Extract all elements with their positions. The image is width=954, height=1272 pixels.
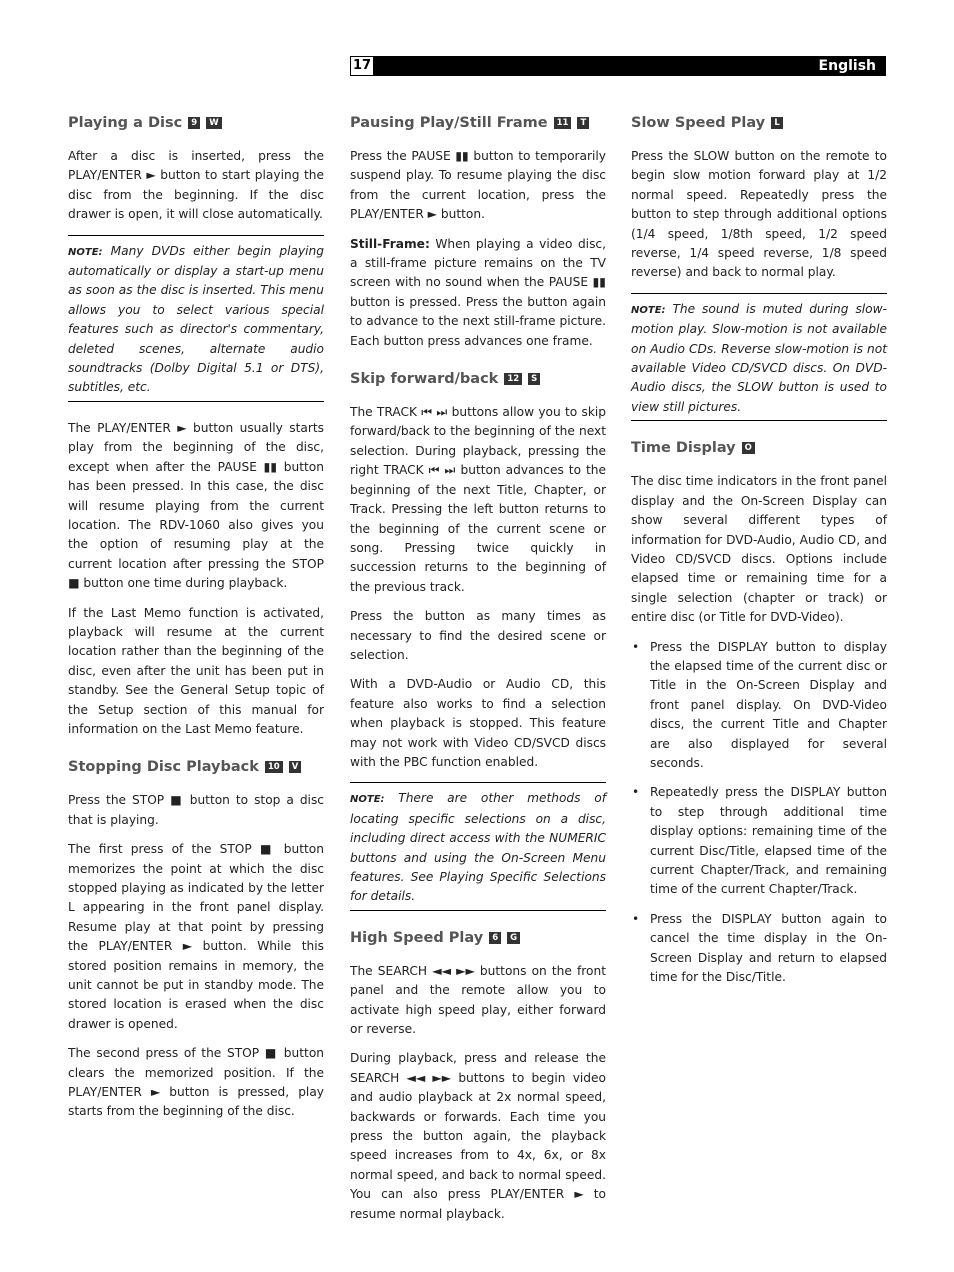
- note-box: [68, 235, 324, 402]
- section-heading-playing: [68, 113, 324, 133]
- key-badge: L: [771, 117, 783, 129]
- key-badge: 12: [504, 373, 522, 385]
- heading-text: Playing a Disc: [68, 115, 183, 131]
- paragraph: With a DVD-Audio or Audio CD, this feature also works to find a selection when playback is stopped. This feature may not work with Video CD/SVCD discs with the PBC function enabled.: [350, 677, 606, 769]
- key-badge: 11: [554, 117, 572, 129]
- heading-text: High Speed Play: [350, 929, 484, 946]
- column-right: [631, 113, 887, 997]
- list-item: • Press the DISPLAY button to display the elapsed time of the current disc or Title in the On-Screen Display and front panel display. On DVD-Video discs, the current Title and Chapter are also displayed for several seconds.: [650, 638, 887, 774]
- section-heading-skip: [350, 369, 606, 389]
- note-text: There are other methods of locating specific selections on a disc, including direct access with the NUMERIC buttons and using the On-Screen Menu features. See Playing Specific Selections for details.: [350, 791, 606, 904]
- key-badge: W: [206, 117, 221, 129]
- paragraph: After a disc is inserted, press the PLAY/ENTER ► button to start playing the disc from the beginning. If the disc drawer is open, it will close automatically.: [68, 149, 324, 222]
- paragraph: Press the PAUSE ▮▮ button to temporarily suspend play. To resume playing the disc from the current location, press the PLAY/ENTER ► button.: [350, 149, 606, 222]
- section-heading-stopping: [68, 757, 324, 777]
- paragraph-text: When playing a video disc, a still-frame picture remains on the TV screen with no sound when the PAUSE ▮▮ button is pressed. Press the button again to advance to the next still-frame picture. Each button press advances one frame.: [350, 236, 606, 348]
- note-box: [350, 782, 606, 910]
- paragraph: The PLAY/ENTER ► button usually starts play from the beginning of the disc, except when after the PAUSE ▮▮ button has been pressed. In this case, the disc will resume playing from the current location. The RDV-1060 also gives you the option of resuming play at the current location after pressing the STOP ■ button one time during playback.: [68, 420, 324, 591]
- heading-text: Pausing Play/Still Frame: [350, 115, 548, 131]
- note-text: Many DVDs either begin playing automatically or display a start-up menu as soon as the disc is inserted. This menu allows you to select various special features such as director's commentary, deleted scenes, alternate audio soundtracks (Dolby Digital 5.1 or DTS), subtitles, etc.: [68, 243, 324, 395]
- heading-text: Stopping Disc Playback: [68, 759, 259, 776]
- heading-text: Skip forward/back: [350, 371, 499, 388]
- key-badge: G: [507, 932, 520, 944]
- lead-text: Still-Frame:: [350, 236, 430, 251]
- paragraph: The SEARCH ◄◄ ►► buttons on the front panel and the remote allow you to activate high speed play, either forward or reverse.: [350, 963, 606, 1037]
- language-label: English: [818, 58, 876, 74]
- key-badge: 9: [188, 117, 200, 129]
- column-middle: [350, 113, 606, 1234]
- note-label: NOTE:: [68, 246, 103, 258]
- heading-text: Slow Speed Play: [631, 115, 766, 131]
- paragraph: During playback, press and release the SEARCH ◄◄ ►► buttons to begin video and audio playback at 2x normal speed, backwards or forwards. Each time you press the button again, the playback speed increases from to 4x, 6x, or 8x normal speed, and back to normal speed. You can also press PLAY/ENTER ► to resume normal playback.: [350, 1051, 606, 1221]
- paragraph: Press the SLOW button on the remote to begin slow motion forward play at 1/2 normal speed. Repeatedly press the button to step through additional options (1/4 speed, 1/8th speed, 1/2 speed reverse, 1/4 speed reverse, 1/8 speed reverse) and back to normal play.: [631, 149, 887, 280]
- key-badge: 10: [265, 761, 283, 773]
- paragraph: Press the button as many times as necessary to find the desired scene or selection.: [350, 609, 606, 662]
- key-badge: S: [528, 373, 540, 385]
- key-badge: T: [577, 117, 589, 129]
- paragraph: The disc time indicators in the front panel display and the On-Screen Display can show several different types of information for DVD-Audio, Audio CD, and Video CD/SVCD discs. Options include elapsed time or remaining time for a single selection (chapter or track) or entire disc (or Title for DVD-Video).: [631, 474, 887, 625]
- paragraph: [350, 235, 606, 351]
- note-label: NOTE:: [350, 794, 385, 806]
- page-header-bar: [350, 56, 886, 76]
- paragraph: If the Last Memo function is activated, playback will resume at the current location rather than the beginning of the disc, even after the unit has been put in standby. See the General Setup topic of the Setup section of this manual for information on the Last Memo feature.: [68, 605, 324, 736]
- heading-text: Time Display: [631, 440, 736, 457]
- note-label: NOTE:: [631, 304, 666, 316]
- note-box: [631, 293, 887, 421]
- paragraph: The TRACK ⏮ ⏭ buttons allow you to skip forward/back to the beginning of the next selection. During playback, pressing the right TRACK ⏮ ⏭ button advances to the beginning of the next Title, Chapter, or Track. Pressing the left button returns to the beginning of the current scene or song. Pressing twice quickly in succession returns to the beginning of the previous track.: [350, 405, 606, 594]
- key-badge: 6: [489, 932, 501, 944]
- list-item: • Repeatedly press the DISPLAY button to step through additional time display options: remaining time of the current Disc/Title, elapsed time of the current Chapter/Track, and remaining time of the current Chapter/Track.: [650, 783, 887, 899]
- paragraph: Press the STOP ■ button to stop a disc that is playing.: [68, 793, 324, 827]
- column-left: [68, 113, 324, 1132]
- bullet-list: [631, 638, 887, 988]
- list-item: • Press the DISPLAY button again to cancel the time display in the On-Screen Display and return to elapsed time for the Disc/Title.: [650, 910, 887, 988]
- page-number: 17: [350, 56, 374, 76]
- section-heading-slow: [631, 113, 887, 133]
- section-heading-pausing: [350, 113, 606, 133]
- note-text: The sound is muted during slow-motion play. Slow-motion is not available on Audio CDs. Reverse slow-motion is not available Video CD/SVCD discs. On DVD-Audio discs, the SLOW button is used to view still pictures.: [631, 301, 887, 414]
- key-badge: V: [289, 761, 302, 773]
- section-heading-time-display: [631, 438, 887, 458]
- section-heading-high-speed: [350, 928, 606, 948]
- paragraph: The first press of the STOP ■ button memorizes the point at which the disc stopped playing as indicated by the letter L appearing in the front panel display. Resume play at that point by pressing the PLAY/ENTER ► button. While this stored position remains in memory, the unit cannot be put in standby mode. The stored location is erased when the disc drawer is opened.: [68, 842, 324, 1031]
- key-badge: O: [742, 442, 755, 454]
- paragraph: The second press of the STOP ■ button clears the memorized position. If the PLAY/ENTER ► button is pressed, play starts from the beginning of the disc.: [68, 1046, 324, 1119]
